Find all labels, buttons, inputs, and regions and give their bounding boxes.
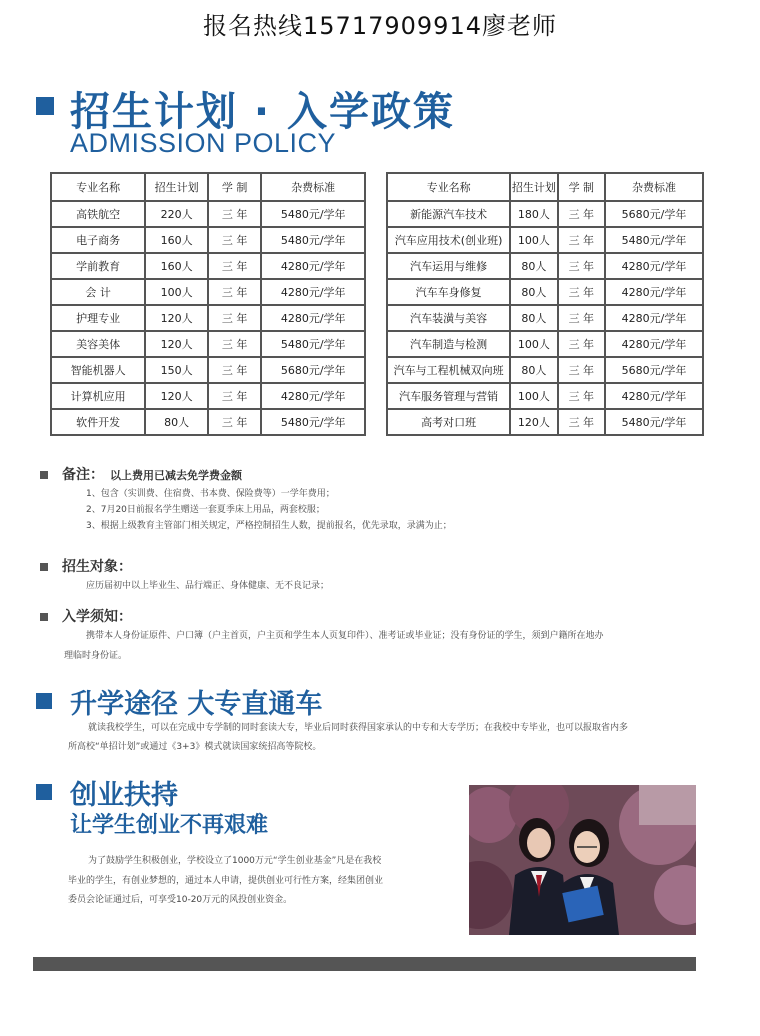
cell: 100人 xyxy=(510,331,557,357)
table-row xyxy=(51,383,365,409)
cell: 三 年 xyxy=(558,253,605,279)
section3-line1: 为了鼓励学生积极创业，学校设立了1000万元“学生创业基金”凡是在我校 xyxy=(88,856,382,866)
bullet-marker xyxy=(40,563,48,571)
cell: 三 年 xyxy=(558,409,605,435)
cell: 汽车车身修复 xyxy=(387,279,510,305)
col-header: 学 制 xyxy=(208,173,261,201)
cell: 220人 xyxy=(145,201,208,227)
notes-heading-label: 备注： xyxy=(62,467,104,483)
cell: 汽车装潢与美容 xyxy=(387,305,510,331)
table-row xyxy=(51,409,365,435)
cell: 4280元/学年 xyxy=(605,383,703,409)
table-header-row xyxy=(51,173,365,201)
cell: 三 年 xyxy=(208,357,261,383)
cell: 4280元/学年 xyxy=(605,279,703,305)
table-row xyxy=(387,331,703,357)
cell: 高考对口班 xyxy=(387,409,510,435)
admission-heading-label: 入学须知： xyxy=(62,609,132,625)
table-row xyxy=(387,305,703,331)
admission-line1: 携带本人身份证原件、户口簿（户主首页，户主页和学生本人页复印件）、准考证或毕业证；没有身份证的学生，须到户籍所在地办 xyxy=(86,631,604,641)
cell: 160人 xyxy=(145,253,208,279)
cell: 80人 xyxy=(145,409,208,435)
bullet-marker xyxy=(40,613,48,621)
cell: 4280元/学年 xyxy=(261,253,365,279)
cell: 软件开发 xyxy=(51,409,145,435)
cell: 三 年 xyxy=(558,227,605,253)
students-illustration xyxy=(469,785,696,935)
cell: 汽车应用技术(创业班) xyxy=(387,227,510,253)
table-header-row xyxy=(387,173,703,201)
fee-table-right xyxy=(386,172,704,436)
col-header: 招生计划 xyxy=(145,173,208,201)
notes-heading xyxy=(40,464,242,484)
cell: 80人 xyxy=(510,253,557,279)
cell: 三 年 xyxy=(208,383,261,409)
table-row xyxy=(387,357,703,383)
cell: 150人 xyxy=(145,357,208,383)
cell: 160人 xyxy=(145,227,208,253)
notes-list xyxy=(86,486,452,534)
cell: 5480元/学年 xyxy=(261,227,365,253)
section1-title: 招生计划 · 入学政策 xyxy=(70,89,456,135)
cell: 5480元/学年 xyxy=(261,201,365,227)
cell: 4280元/学年 xyxy=(261,305,365,331)
section2-title: 升学途径 大专直通车 xyxy=(70,689,323,720)
cell: 5680元/学年 xyxy=(605,201,703,227)
cell: 三 年 xyxy=(208,253,261,279)
section3-line3: 委员会论证通过后，可享受10-20万元的风投创业资金。 xyxy=(68,895,293,905)
col-header: 专业名称 xyxy=(387,173,510,201)
fee-table-left xyxy=(50,172,366,436)
cell: 4280元/学年 xyxy=(261,279,365,305)
table-row xyxy=(51,201,365,227)
cell: 三 年 xyxy=(208,331,261,357)
cell: 4280元/学年 xyxy=(605,331,703,357)
hotline-text: 报名热线15717909914廖老师 xyxy=(203,12,557,40)
table-row xyxy=(51,305,365,331)
cell: 汽车制造与检测 xyxy=(387,331,510,357)
cell: 100人 xyxy=(510,227,557,253)
cell: 三 年 xyxy=(208,227,261,253)
cell: 智能机器人 xyxy=(51,357,145,383)
section2-line1: 就读我校学生，可以在完成中专学制的同时套读大专，毕业后同时获得国家承认的中专和大专学历；在我校中专毕业，也可以报取省内多 xyxy=(88,723,629,733)
cell: 180人 xyxy=(510,201,557,227)
cell: 三 年 xyxy=(208,279,261,305)
target-heading xyxy=(40,556,132,576)
cell: 4280元/学年 xyxy=(261,383,365,409)
cell: 120人 xyxy=(510,409,557,435)
cell: 新能源汽车技术 xyxy=(387,201,510,227)
cell: 三 年 xyxy=(558,305,605,331)
table-row xyxy=(387,253,703,279)
cell: 5680元/学年 xyxy=(605,357,703,383)
list-item: 2、7月20日前报名学生赠送一套夏季床上用品，两套校服； xyxy=(86,505,325,515)
cell: 5680元/学年 xyxy=(261,357,365,383)
cell: 三 年 xyxy=(558,383,605,409)
cell: 三 年 xyxy=(558,331,605,357)
section-marker xyxy=(36,693,52,709)
bullet-marker xyxy=(40,471,48,479)
section2-line2: 所高校“单招计划”或通过《3+3》模式就读国家统招高等院校。 xyxy=(68,742,322,752)
col-header: 专业名称 xyxy=(51,173,145,201)
cell: 80人 xyxy=(510,279,557,305)
footer-bar xyxy=(33,957,696,971)
students-photo xyxy=(469,785,696,935)
table-row xyxy=(387,279,703,305)
admission-heading xyxy=(40,606,132,626)
table-row xyxy=(51,279,365,305)
cell: 4280元/学年 xyxy=(605,253,703,279)
cell: 汽车运用与维修 xyxy=(387,253,510,279)
cell: 4280元/学年 xyxy=(605,305,703,331)
cell: 120人 xyxy=(145,305,208,331)
table-row xyxy=(387,227,703,253)
cell: 计算机应用 xyxy=(51,383,145,409)
cell: 三 年 xyxy=(558,279,605,305)
cell: 汽车与工程机械双向班 xyxy=(387,357,510,383)
list-item: 3、根据上级教育主管部门相关规定，严格控制招生人数，提前报名，优先录取，录满为止； xyxy=(86,521,452,531)
section-marker xyxy=(36,784,52,800)
cell: 80人 xyxy=(510,305,557,331)
col-header: 杂费标准 xyxy=(605,173,703,201)
table-row xyxy=(387,383,703,409)
table-row xyxy=(387,409,703,435)
cell: 三 年 xyxy=(208,201,261,227)
notes-subheading: 以上费用已减去免学费金额 xyxy=(110,469,242,482)
cell: 高铁航空 xyxy=(51,201,145,227)
table-row xyxy=(51,357,365,383)
col-header: 招生计划 xyxy=(510,173,557,201)
target-heading-label: 招生对象： xyxy=(62,559,132,575)
cell: 电子商务 xyxy=(51,227,145,253)
cell: 美容美体 xyxy=(51,331,145,357)
section3-subtitle: 让学生创业不再艰难 xyxy=(70,813,269,838)
cell: 三 年 xyxy=(208,305,261,331)
section3-line2: 毕业的学生，有创业梦想的，通过本人申请，提供创业可行性方案，经集团创业 xyxy=(68,876,384,886)
table-row xyxy=(51,253,365,279)
col-header: 学 制 xyxy=(558,173,605,201)
cell: 5480元/学年 xyxy=(605,409,703,435)
cell: 100人 xyxy=(145,279,208,305)
cell: 5480元/学年 xyxy=(261,409,365,435)
cell: 三 年 xyxy=(558,201,605,227)
col-header: 杂费标准 xyxy=(261,173,365,201)
section-marker xyxy=(36,97,54,115)
table-row xyxy=(51,227,365,253)
cell: 学前教育 xyxy=(51,253,145,279)
table-row xyxy=(51,331,365,357)
cell: 汽车服务管理与营销 xyxy=(387,383,510,409)
cell: 80人 xyxy=(510,357,557,383)
cell: 120人 xyxy=(145,383,208,409)
list-item: 1、包含（实训费、住宿费、书本费、保险费等）一学年费用； xyxy=(86,489,335,499)
section3-title: 创业扶持 xyxy=(70,780,178,811)
cell: 三 年 xyxy=(208,409,261,435)
cell: 会 计 xyxy=(51,279,145,305)
cell: 100人 xyxy=(510,383,557,409)
table-row xyxy=(387,201,703,227)
cell: 5480元/学年 xyxy=(261,331,365,357)
target-text: 应历届初中以上毕业生、品行端正、身体健康、无不良记录； xyxy=(86,581,330,591)
cell: 三 年 xyxy=(558,357,605,383)
cell: 5480元/学年 xyxy=(605,227,703,253)
admission-line2: 理临时身份证。 xyxy=(64,651,128,661)
cell: 120人 xyxy=(145,331,208,357)
cell: 护理专业 xyxy=(51,305,145,331)
section1-subtitle-en: ADMISSION POLICY xyxy=(70,128,337,158)
